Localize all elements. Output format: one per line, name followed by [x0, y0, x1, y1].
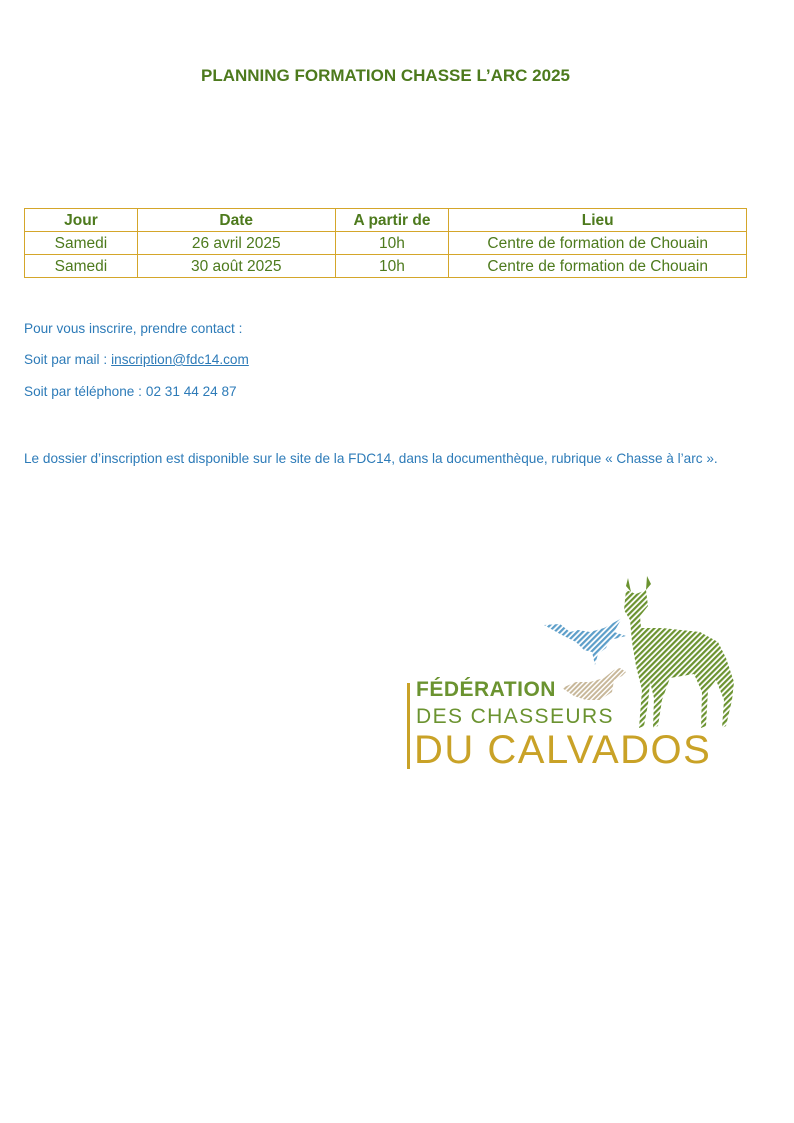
deer-icon — [624, 576, 734, 728]
contact-phone-line — [24, 384, 237, 399]
page-title: PLANNING FORMATION CHASSE L’ARC 2025 — [200, 66, 570, 85]
cell-lieu: Centre de formation de Chouain — [449, 232, 747, 255]
header-date: Date — [137, 209, 335, 232]
cell-date: 26 avril 2025 — [137, 232, 335, 255]
table-row — [25, 255, 747, 278]
cell-date: 30 août 2025 — [137, 255, 335, 278]
mail-link[interactable]: inscription@fdc14.com — [111, 352, 249, 367]
header-heure: A partir de — [335, 209, 449, 232]
table-row — [25, 232, 747, 255]
phone-number: 02 31 44 24 87 — [145, 384, 237, 399]
logo-line-3: DU CALVADOS — [414, 728, 712, 772]
dossier-note: Le dossier d’inscription est disponible sur le site de la FDC14, dans la documenthèque, rubrique « Chasse à l’arc ». — [24, 451, 718, 466]
header-lieu: Lieu — [449, 209, 747, 232]
cell-jour: Samedi — [25, 255, 138, 278]
cell-jour: Samedi — [25, 232, 138, 255]
logo-line-2: DES CHASSEURS — [416, 705, 614, 728]
contact-mail-line — [24, 352, 249, 367]
logo-line-1: FÉDÉRATION — [416, 678, 556, 701]
cell-heure: 10h — [335, 232, 449, 255]
contact-intro: Pour vous inscrire, prendre contact : — [24, 321, 243, 336]
cell-lieu: Centre de formation de Chouain — [449, 255, 747, 278]
table-header-row — [25, 209, 747, 232]
fdc-logo — [400, 570, 745, 780]
pheasant-icon — [562, 668, 626, 700]
mail-label: Soit par mail : — [24, 352, 108, 367]
logo-bar — [407, 683, 410, 769]
bird-icon — [544, 618, 626, 665]
phone-label: Soit par téléphone : — [24, 384, 142, 399]
cell-heure: 10h — [335, 255, 449, 278]
header-jour: Jour — [25, 209, 138, 232]
planning-table — [24, 208, 747, 278]
